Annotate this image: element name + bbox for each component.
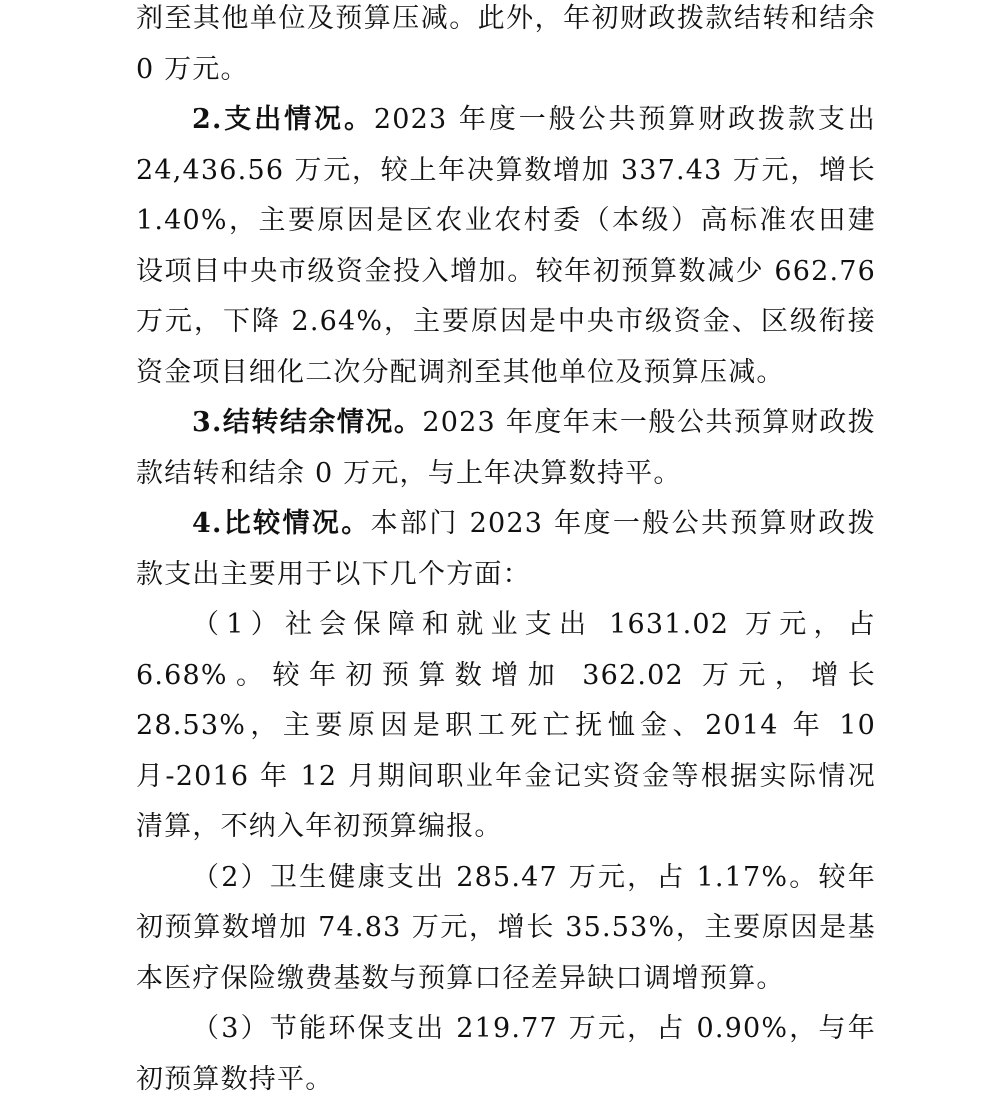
paragraph-expenditure bbox=[136, 95, 876, 398]
paragraph-continued bbox=[136, 0, 876, 95]
paragraph-text: （3）节能环保支出 219.77 万元，占 0.90%，与年初预算数持平。 bbox=[136, 1013, 876, 1095]
paragraph-comparison bbox=[136, 499, 876, 600]
section-heading-comparison: 4.比较情况。 bbox=[192, 508, 371, 539]
paragraph-text: （1）社会保障和就业支出 1631.02 万元，占 6.68%。较年初预算数增加 362.02 万元，增长 28.53%，主要原因是职工死亡抚恤金、2014 年 10 月-2016 年 12 月期间职业年金记实资金等根据实际情况清算，不纳入年初预算编报。 bbox=[136, 609, 876, 842]
paragraph-text: 2023 年度年末一般公共预算财政拨款结转和结余 0 万元，与上年决算数持平。 bbox=[136, 407, 876, 489]
document-body bbox=[136, 0, 876, 1105]
paragraph-text: 本部门 2023 年度一般公共预算财政拨款支出主要用于以下几个方面： bbox=[136, 508, 876, 590]
section-heading-carryover: 3.结转结余情况。 bbox=[192, 407, 423, 438]
paragraph-text: （2）卫生健康支出 285.47 万元，占 1.17%。较年初预算数增加 74.83 万元，增长 35.53%，主要原因是基本医疗保险缴费基数与预算口径差异缺口调增预算。 bbox=[136, 861, 876, 994]
paragraph-text: 剂至其他单位及预算压减。此外，年初财政拨款结转和结余 0 万元。 bbox=[136, 3, 876, 85]
section-heading-expenditure: 2.支出情况。 bbox=[192, 104, 374, 135]
paragraph-item-social-security bbox=[136, 600, 876, 853]
paragraph-text: 2023 年度一般公共预算财政拨款支出 24,436.56 万元，较上年决算数增加 337.43 万元，增长 1.40%，主要原因是区农业农村委（本级）高标准农田建设项目中央市级资金投入增加。较年初预算数减少 662.76 万元，下降 2.64%，主要原因是中央市级资金、区级衔接资金项目细化二次分配调剂至其他单位及预算压减。 bbox=[136, 104, 876, 388]
paragraph-carryover bbox=[136, 398, 876, 499]
paragraph-item-environment bbox=[136, 1004, 876, 1105]
paragraph-item-health bbox=[136, 853, 876, 1005]
